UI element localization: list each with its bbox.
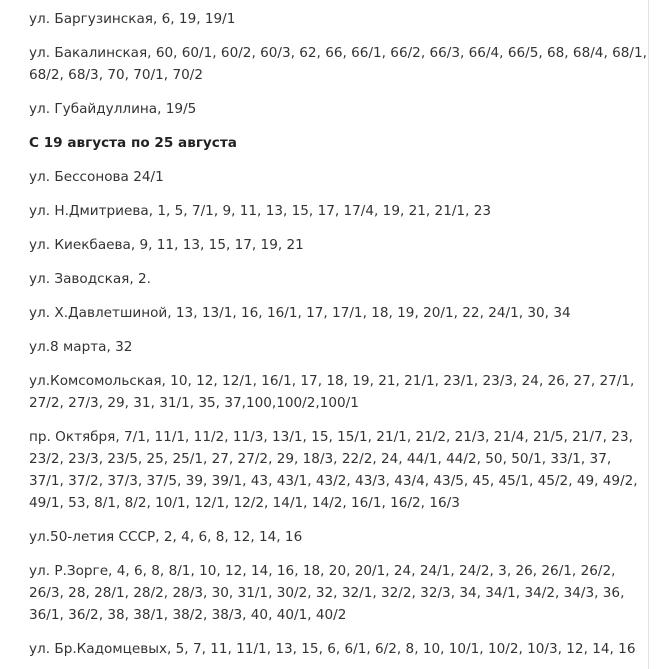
street-address-list-item: ул. Бессонова 24/1 <box>29 169 164 185</box>
street-address-list-item: пр. Октября, 7/1, 11/1, 11/2, 11/3, 13/1, 15, 15/1, 21/1, 21/2, 21/3, 21/4, 21/5, 21/7, 23, 23/2, 23/3, 23/5, 25, 25/1, 27, 27/2, 29, 18/3, 22/2, 24, 44/1, 44/2, 50, 50/1, 33/1, 37, 37/1, 37/2, 37/3, 37/5, 39, 39/1, 43, 43/1, 43/2, 43/3, 43/4, 43/5, 45, 45/1, 45/2, 49, 49/2, 49/1, 53, 8/1, 8/2, 10/1, 12/1, 12/2, 14/1, 14/2, 16/1, 16/2, 16/3 <box>29 429 638 511</box>
street-address-list-item: ул. Н.Дмитриева, 1, 5, 7/1, 9, 11, 13, 15, 17, 17/4, 19, 21, 21/1, 23 <box>29 203 492 219</box>
street-address-list-item: ул. Киекбаева, 9, 11, 13, 15, 17, 19, 21 <box>29 237 304 253</box>
date-range-heading: С 19 августа по 25 августа <box>29 135 237 151</box>
street-address-list-item: ул.8 марта, 32 <box>29 339 133 355</box>
street-address-list-item: ул. Бакалинская, 60, 60/1, 60/2, 60/3, 62, 66, 66/1, 66/2, 66/3, 66/4, 66/5, 68, 68/4, 68/1, 68/2, 68/3, 70, 70/1, 70/2 <box>29 45 647 83</box>
street-address-list-item: ул. Р.Зорге, 4, 6, 8, 8/1, 10, 12, 14, 16, 18, 20, 20/1, 24, 24/1, 24/2, 3, 26, 26/1, 26/2, 26/3, 28, 28/1, 28/2, 28/3, 30, 31/1, 30/2, 32, 32/1, 32/2, 32/3, 34, 34/1, 34/2, 34/3, 36, 36/1, 36/2, 38, 38/1, 38/2, 38/3, 40, 40/1, 40/2 <box>29 563 625 623</box>
street-address-list-item: ул. Губайдуллина, 19/5 <box>29 101 197 117</box>
street-address-list-item: ул.Комсомольская, 10, 12, 12/1, 16/1, 17, 18, 19, 21, 21/1, 23/1, 23/3, 24, 26, 27, 27/1, 27/2, 27/3, 29, 31, 31/1, 35, 37,100,100/2,100/1 <box>29 373 635 411</box>
street-address-list-item: ул. Х.Давлетшиной, 13, 13/1, 16, 16/1, 17, 17/1, 18, 19, 20/1, 22, 24/1, 30, 34 <box>29 305 571 321</box>
street-address-list-item: ул. Заводская, 2. <box>29 271 151 287</box>
content-right-border <box>648 0 649 669</box>
street-address-list-item: ул. Баргузинская, 6, 19, 19/1 <box>29 11 236 27</box>
street-address-list-item: ул.50-летия СССР, 2, 4, 6, 8, 12, 14, 16 <box>29 529 303 545</box>
street-address-list-item: ул. Бр.Кадомцевых, 5, 7, 11, 11/1, 13, 15, 6, 6/1, 6/2, 8, 10, 10/1, 10/2, 10/3, 12, 14, 16 <box>29 641 636 657</box>
